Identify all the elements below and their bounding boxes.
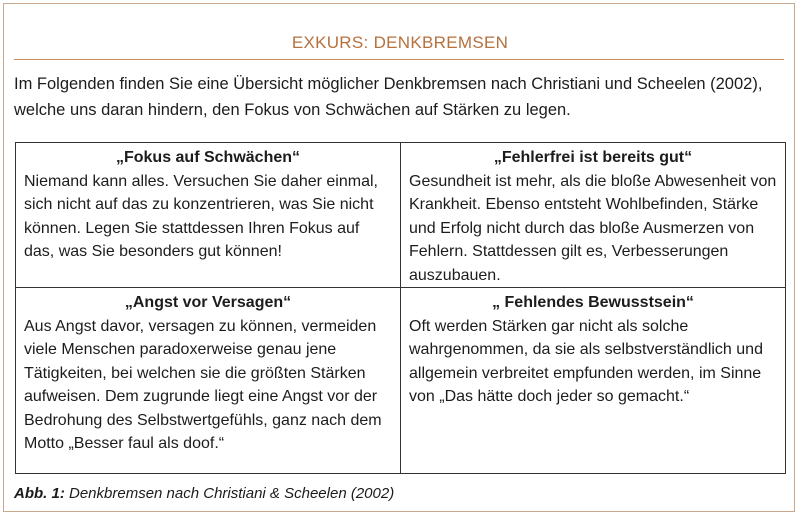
cell-text: Gesundheit ist mehr, als die bloße Abwesenheit von Krankheit. Ebenso entsteht Wohlbefinden, Stärke und Erfolg nicht durch das bloße Ausmerzen von Fehlern. Stattdessen gilt es, Verbesserungen auszubauen. — [409, 172, 777, 284]
cell-title: „Fehlerfrei ist bereits gut“ — [493, 149, 693, 166]
table-cell — [401, 288, 786, 474]
cell-text: Aus Angst davor, versagen zu können, vermeiden viele Menschen paradoxerweise genau jene Tätigkeiten, bei welchen sie die größten Stärken aufweisen. Dem zugrunde liegt eine Angst vor der Bedrohung des Selbstwertgefühls, ganz nach dem Motto „Besser faul als doof.“ — [24, 317, 382, 452]
heading-divider — [14, 59, 784, 60]
cell-title: „Fokus auf Schwächen“ — [115, 149, 301, 166]
intro-paragraph: Im Folgenden finden Sie eine Übersicht möglicher Denkbremsen nach Christiani und Scheelen (2002), welche uns daran hindern, den Fokus von Schwächen auf Stärken zu legen. — [14, 75, 763, 119]
table-cell — [16, 143, 401, 288]
table-row — [16, 143, 786, 288]
caption-text: Denkbremsen nach Christiani & Scheelen (2002) — [64, 485, 395, 502]
table-cell — [16, 288, 401, 474]
cell-title: „ Fehlendes Bewusstsein“ — [492, 294, 694, 311]
figure-caption — [14, 485, 394, 502]
denkbremsen-table — [15, 142, 786, 474]
section-heading: EXKURS: DENKBREMSEN — [291, 33, 509, 52]
cell-text: Niemand kann alles. Versuchen Sie daher einmal, sich nicht auf das zu konzentrieren, was Sie nicht können. Legen Sie stattdessen Ihren Fokus auf das, was Sie besonders gut können! — [24, 172, 378, 260]
caption-label: Abb. 1: — [14, 485, 65, 502]
cell-title: „Angst vor Versagen“ — [124, 294, 292, 311]
table-cell — [401, 143, 786, 288]
cell-text: Oft werden Stärken gar nicht als solche wahrgenommen, da sie als selbstverständlich und allgemein verbreitet empfunden werden, im Sinne von „Das hätte doch jeder so gemacht.“ — [409, 317, 763, 405]
table-row — [16, 288, 786, 474]
